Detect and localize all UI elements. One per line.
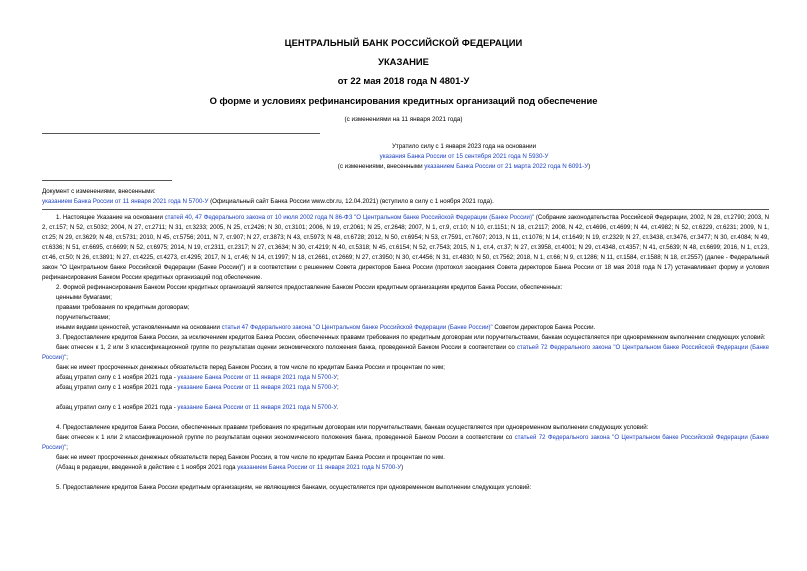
law-link[interactable]: статей 40, 47 Федерального закона от 10 июля 2002 года N 86-ФЗ "О Центральном банке Российской Федерации (Банке России)" [164, 214, 535, 221]
condition-item: банк не имеет просроченных денежных обязательств перед Банком России, в том числе по кредитам Банка России и процентам по ним; [56, 364, 445, 371]
law-link[interactable]: статьей 72 Федерального закона "О Центральном банке Российской Федерации (Банке России)" [42, 434, 769, 451]
lost-force-amend-link[interactable]: указанием Банка России от 21 марта 2022 года N 6091-У [424, 163, 589, 170]
condition-item: банк отнесен к 1 или 2 классификационной группе по результатам оценки экономического положения банка, проведенной Банком России в соответствии со статьей 72 Федерального закона "О Центральном банке Российской Федерации (Банке России)"; [42, 434, 769, 451]
doc-changes-link[interactable]: указанием Банка России от 11 января 2021 года N 5700-У [42, 198, 209, 205]
revoking-act-link[interactable]: указание Банка России от 11 января 2021 года N 5700-У [177, 384, 337, 391]
lost-force-amend-pre: (с изменениями, внесенными [337, 163, 425, 170]
condition-item: банк не имеет просроченных денежных обязательств перед Банком России, в том числе по кредитам Банка России и процентам по ним. [56, 454, 445, 461]
changes-note: (с изменениями на 11 января 2021 года) [344, 116, 463, 123]
amending-act-link[interactable]: указанием Банка России от 11 января 2021 года N 5700-У [237, 464, 402, 471]
paragraph-2: 2. Формой рефинансирования Банком России кредитных организаций является предоставление Банком России кредитным организациям кредитов Банка России, обеспеченных: [56, 284, 563, 291]
spacer [42, 393, 769, 403]
divider [42, 209, 769, 210]
document-date-number: от 22 мая 2018 года N 4801-У [337, 75, 470, 86]
doc-changes-label: Документ с изменениями, внесенными: [42, 188, 156, 195]
document-title: О форме и условиях рефинансирования кредитных организаций под обеспечение [209, 95, 598, 106]
revoked-paragraph: абзац утратил силу с 1 ноября 2021 года - указание Банка России от 11 января 2021 года N 5700-У; [56, 374, 339, 381]
divider [42, 133, 320, 134]
document-type: УКАЗАНИЕ [378, 56, 429, 67]
issuer-heading: ЦЕНТРАЛЬНЫЙ БАНК РОССИЙСКОЙ ФЕДЕРАЦИИ [284, 37, 523, 48]
law-link[interactable]: статьей 72 Федерального закона "О Центральном банке Российской Федерации (Банке России)" [42, 344, 769, 361]
divider [42, 180, 172, 181]
revoked-paragraph: абзац утратил силу с 1 ноября 2021 года - указание Банка России от 11 января 2021 года N 5700-У. [56, 404, 339, 411]
condition-item: банк отнесен к 1, 2 или 3 классификационной группе по результатам оценки экономического положения банка, проведенной Банком России в соответствии со статьей 72 Федерального закона "О Центральном банке Российской Федерации (Банке России)"; [42, 344, 769, 361]
paragraph-4: 4. Предоставление кредитов Банка России, обеспеченных правами требования по кредитным договорам или поручительствами, банкам осуществляется при одновременном выполнении следующих условий: [56, 424, 649, 431]
list-item: ценными бумагами; [56, 294, 112, 301]
spacer [42, 413, 769, 423]
lost-force-link[interactable]: указания Банка России от 15 сентября 2021 года N 5930-У [379, 153, 549, 160]
lost-force-text: Утратило силу с 1 января 2023 года на основании [391, 143, 537, 150]
edition-note: (Абзац в редакции, введенной в действие с 1 ноября 2021 года указанием Банка России от 11 января 2021 года N 5700-У) [56, 464, 404, 471]
list-item: правами требования по кредитным договорам; [56, 304, 190, 311]
list-item: поручительствами; [56, 314, 110, 321]
law-link[interactable]: статьи 47 Федерального закона "О Центральном банке Российской Федерации (Банке России)" [221, 324, 493, 331]
spacer [42, 473, 769, 483]
paragraph-1: 1. Настоящее Указание на основании статей 40, 47 Федерального закона от 10 июля 2002 года N 86-ФЗ "О Центральном банке Российской Федерации (Банке России)" (Собрание законодательства Российской Федерации, 2002, N 28, ст.2790; 2003, N 2, ст.157; N 52, ст.5032; 2004, N 27, ст.2711; N 31, ст.3233; 2005, N 25, ст.2426; N 30, ст.3101; 2006, N 19, ст.2061; N 25, ст.2648; 2007, N 1, ст.9, ст.10; N 10, ст.1151; N 18, ст.2117; 2008, N 42, ст.4696, ст.4699; N 44, ст.4982; N 52, ст.6229, ст.6231; 2009, N 1, ст.25; N 29, ст.3629; N 48, ст.5731; 2010, N 45, ст.5756; 2011, N 7, ст.907; N 27, ст.3873; N 43, ст.5973; N 48, ст.6728; 2012, N 50, ст.6954; N 53, ст.7591, ст.7607; 2013, N 11, ст.1076; N 14, ст.1649; N 19, ст.2329; N 27, ст.3438, ст.3476, ст.3477; N 30, ст.4084; N 49, ст.6336; N 51, ст.6695, ст.6699; N 52, ст.6975; 2014, N 19, ст.2311, ст.2317; N 27, ст.3634; N 30, ст.4219; N 40, ст.5318; N 45, ст.6154; N 52, ст.7543; 2015, N 1, ст.4, ст.37; N 27, ст.3958, ст.4001; N 29, ст.4348, ст.4357; N 41, ст.5639; N 48, ст.6699; 2016, N 1, ст.23, ст.46, ст.50; N 26, ст.3891; N 27, ст.4225, ст.4273, ст.4295; 2017, N 1, ст.46; N 14, ст.1997; N 18, ст.2661, ст.2669; N 27, ст.3950; N 30, ст.4456; N 31, ст.4830; N 50, ст.7562; 2018, N 1, ст.66; N 9, ст.1286; N 11, ст.1584, ст.1588; N 18, ст.2557) (далее - Федеральный закон "О Центральном банке Российской Федерации (Банке России)") и в соответствии с решением Совета директоров Банка России (протокол заседания Совета директоров Банка России от 18 мая 2018 года N 17) устанавливает форму и условия рефинансирования Банком России кредитных организаций под обеспечение. [42, 214, 769, 281]
revoking-act-link[interactable]: указание Банка России от 11 января 2021 года N 5700-У [177, 404, 337, 411]
list-item: иными видами ценностей, установленными на основании статьи 47 Федерального закона "О Центральном банке Российской Федерации (Банке России)" Советом директоров Банка России. [56, 324, 596, 331]
paragraph-5: 5. Предоставление кредитов Банка России кредитным организациям, не являющимся банками, осуществляется при одновременном выполнении следующих условий: [56, 484, 532, 491]
lost-force-block: Утратило силу с 1 января 2023 года на основании указания Банка России от 15 сентября 2021 года N 5930-У (с изменениями, внесенными указанием Банка России от 21 марта 2022 года N 6091-У) [229, 142, 699, 172]
revoked-paragraph: абзац утратил силу с 1 ноября 2021 года - указание Банка России от 11 января 2021 года N 5700-У; [56, 384, 339, 391]
revoking-act-link[interactable]: указание Банка России от 11 января 2021 года N 5700-У [177, 374, 337, 381]
doc-changes-block: Документ с изменениями, внесенными: указанием Банка России от 11 января 2021 года N 5700-У (Официальный сайт Банка России www.cbr.ru, 12.04.2021) (вступило в силу с 1 ноября 2021 года). [42, 187, 762, 207]
paragraph-3: 3. Предоставление кредитов Банка России, за исключением кредитов Банка России, обеспеченных правами требования по кредитным договорам или поручительствами, банкам осуществляется при одновременном выполнении следующих условий: [56, 334, 766, 341]
document-body [42, 213, 769, 493]
